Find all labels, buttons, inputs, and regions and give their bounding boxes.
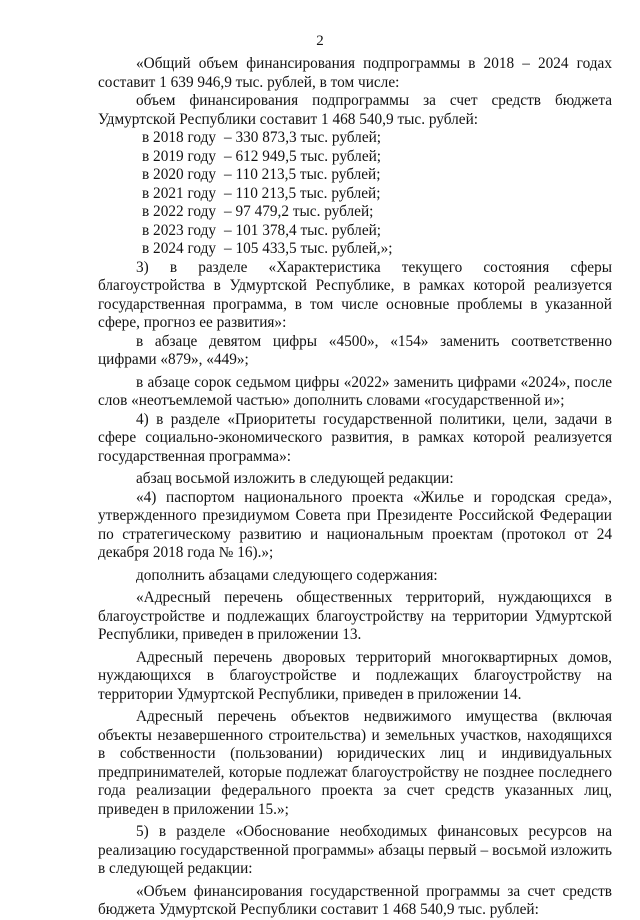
paragraph: дополнить абзацами следующего содержания: — [136, 566, 438, 584]
paragraph: 5) в разделе «Обоснование необходимых финансовых ресурсов на реализацию государственной программы» абзацы первый – восьмой изложить в следующей редакции: — [98, 823, 612, 877]
paragraph: «Общий объем финансирования подпрограммы в 2018 – 2024 годах составит 1 639 946,9 тыс. рублей, в том числе: — [98, 55, 612, 91]
year-amount: – 101 378,4 тыс. рублей; — [224, 221, 382, 239]
paragraph: в абзаце сорок седьмом цифры «2022» заменить цифрами «2024», после слов «неотъемлемой частью» дополнить словами «государственной и»; — [98, 373, 612, 409]
year-label: в 2018 году — [142, 129, 216, 146]
year-amount: – 105 433,5 тыс. рублей,»; — [224, 240, 393, 257]
year-row — [98, 222, 612, 241]
year-label: в 2021 году — [142, 184, 216, 202]
year-label: в 2019 году — [142, 147, 216, 165]
year-amount: – 110 213,5 тыс. рублей; — [224, 166, 381, 183]
paragraph: «Объем финансирования государственной программы за счет средств бюджета Удмуртской Республики составит 1 468 540,9 тыс. рублей: — [98, 882, 612, 918]
paragraph: 3) в разделе «Характеристика текущего состояния сферы благоустройства в Удмуртской Республике, в рамках которой реализуется государственная программа, в том числе основные проблемы в указанной сфере, прогноз ее развития»: — [98, 258, 612, 331]
year-label: в 2020 году — [142, 166, 216, 183]
paragraph: в абзаце девятом цифры «4500», «154» заменить соответственно цифрами «879», «449»; — [98, 332, 612, 368]
year-label: в 2022 году — [142, 203, 216, 220]
paragraph: Адресный перечень дворовых территорий многоквартирных домов, нуждающихся в благоустройстве и подлежащих благоустройству на территории Удмуртской Республики, приведен в приложении 14. — [98, 648, 612, 703]
year-label: в 2023 году — [142, 221, 216, 239]
document-body — [98, 55, 612, 920]
paragraph: 4) в разделе «Приоритеты государственной политики, цели, задачи в сфере социально-экономического развития, в рамках которой реализуется государственная программа»: — [98, 410, 612, 465]
paragraph: абзац восьмой изложить в следующей редакции: — [136, 470, 454, 487]
paragraph: Адресный перечень объектов недвижимого имущества (включая объекты незавершенного строительства) и земельных участков, находящихся в собственности (пользовании) юридических лиц и индивидуальных предпринимателей, которые подлежат благоустройству не позднее последнего года реализации федерального проекта за счет средств указанных лиц, приведен в приложении 15.»; — [98, 708, 612, 818]
year-row — [98, 240, 612, 259]
year-amount: – 97 479,2 тыс. рублей; — [224, 203, 374, 220]
year-amount: – 612 949,5 тыс. рублей; — [224, 147, 382, 165]
year-row — [98, 166, 612, 185]
year-row — [98, 148, 612, 167]
year-row — [98, 129, 612, 148]
year-label: в 2024 году — [142, 240, 216, 257]
paragraph: объем финансирования подпрограммы за счет средств бюджета Удмуртской Республики составит 1 468 540,9 тыс. рублей: — [98, 92, 612, 128]
year-amount: – 110 213,5 тыс. рублей; — [224, 184, 381, 202]
year-row — [98, 203, 612, 222]
paragraph: «Адресный перечень общественных территорий, нуждающихся в благоустройстве и подлежащих благоустройству на территории Удмуртской Республики, приведен в приложении 13. — [98, 589, 612, 643]
paragraph: «4) паспортом национального проекта «Жилье и городская среда», утвержденного президиумом Совета при Президенте Российской Федерации по стратегическому развитию и национальным проектам (протокол от 24 декабря 2018 года № 16).»; — [98, 488, 612, 561]
page-number: 2 — [316, 33, 324, 49]
year-row — [98, 185, 612, 204]
year-amount: – 330 873,3 тыс. рублей; — [224, 129, 382, 146]
